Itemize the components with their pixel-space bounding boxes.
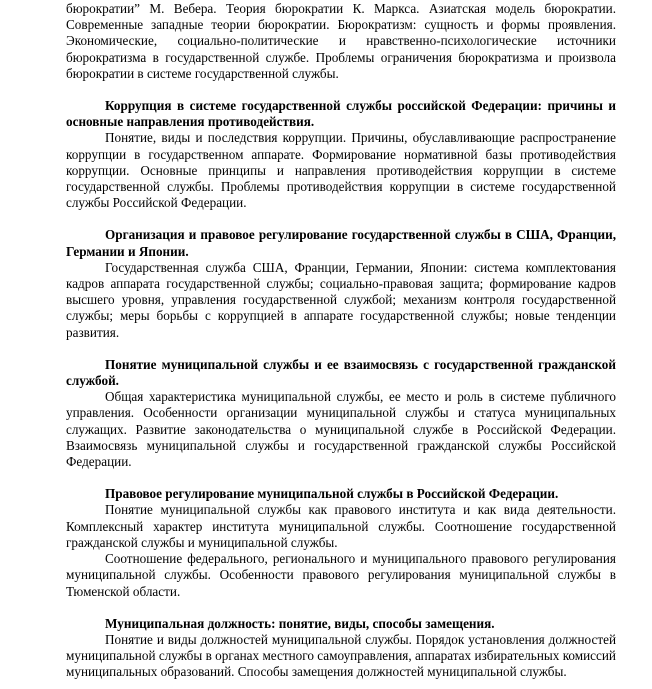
section-paragraph: Понятие муниципальной службы как правового института и как вида деятельности. Комплексный характер института муниципальной службы. Соотношение государственной гражданской службы и муниципальной службы.: [66, 502, 616, 550]
section-spacer: [66, 211, 616, 227]
section-paragraph: Общая характеристика муниципальной службы, ее место и роль в системе публичного управления. Особенности организации муниципальной службы и статуса муниципальных служащих. Развитие законодательства о муниципальной службе в Российской Федерации. Взаимосвязь муниципальной службы и государственной гражданской службы Российской Федерации.: [66, 389, 616, 470]
section-heading-municipal-concept: Понятие муниципальной службы и ее взаимосвязь с государственной гражданской службой.: [66, 356, 616, 389]
section-heading-corruption: Коррупция в системе государственной службы российской Федерации: причины и основные направления противодействия.: [66, 98, 616, 130]
section-paragraph: Понятие и виды должностей муниципальной службы. Порядок установления должностей муниципальной службы в органах местного самоуправления, аппаратах избирательных комиссий муниципальных образований. Способы замещения должностей муниципальной службы.: [66, 631, 616, 680]
section-heading-foreign-service: Организация и правовое регулирование государственной службы в США, Франции, Германии и Японии.: [66, 227, 616, 259]
section-heading-municipal-regulation: Правовое регулирование муниципальной службы в Российской Федерации.: [105, 486, 559, 502]
section-paragraph: Соотношение федерального, регионального и муниципального правового регулирования муниципальной службы. Особенности правового регулирования муниципальной службы в Тюменской области.: [66, 551, 616, 599]
section-spacer: [66, 82, 616, 98]
section-paragraph: Государственная служба США, Франции, Германии, Японии: система комплектования кадров аппарата государственной службы; социально-правовая защита; формирование кадров высшего уровня, управления государственной службой; механизм контроля государственной службы; меры борьбы с коррупцией в аппарате государственной службы; новые тенденции развития.: [66, 259, 616, 340]
section-spacer: [66, 600, 616, 616]
section-spacer: [66, 470, 616, 486]
section-spacer: [66, 341, 616, 357]
section-paragraph: Понятие, виды и последствия коррупции. Причины, обуславливающие распространение коррупции в государственном аппарате. Формирование нормативной базы противодействия коррупции. Основные принципы и направления противодействия коррупции в системе государственной службы. Проблемы противодействия коррупции в системе государственной службы Российской Федерации.: [66, 130, 616, 211]
section-heading-municipal-position: Муниципальная должность: понятие, виды, способы замещения.: [105, 615, 495, 631]
intro-paragraph: бюрократии” М. Вебера. Теория бюрократии К. Маркса. Азиатская модель бюрократии. Современные западные теории бюрократии. Бюрократизм: сущность и формы проявления. Экономические, социально-политические и нравственно-психологические источники бюрократизма в государственной службе. Проблемы ограничения бюрократизма и произвола бюрократии в системе государственной службы.: [66, 1, 616, 81]
